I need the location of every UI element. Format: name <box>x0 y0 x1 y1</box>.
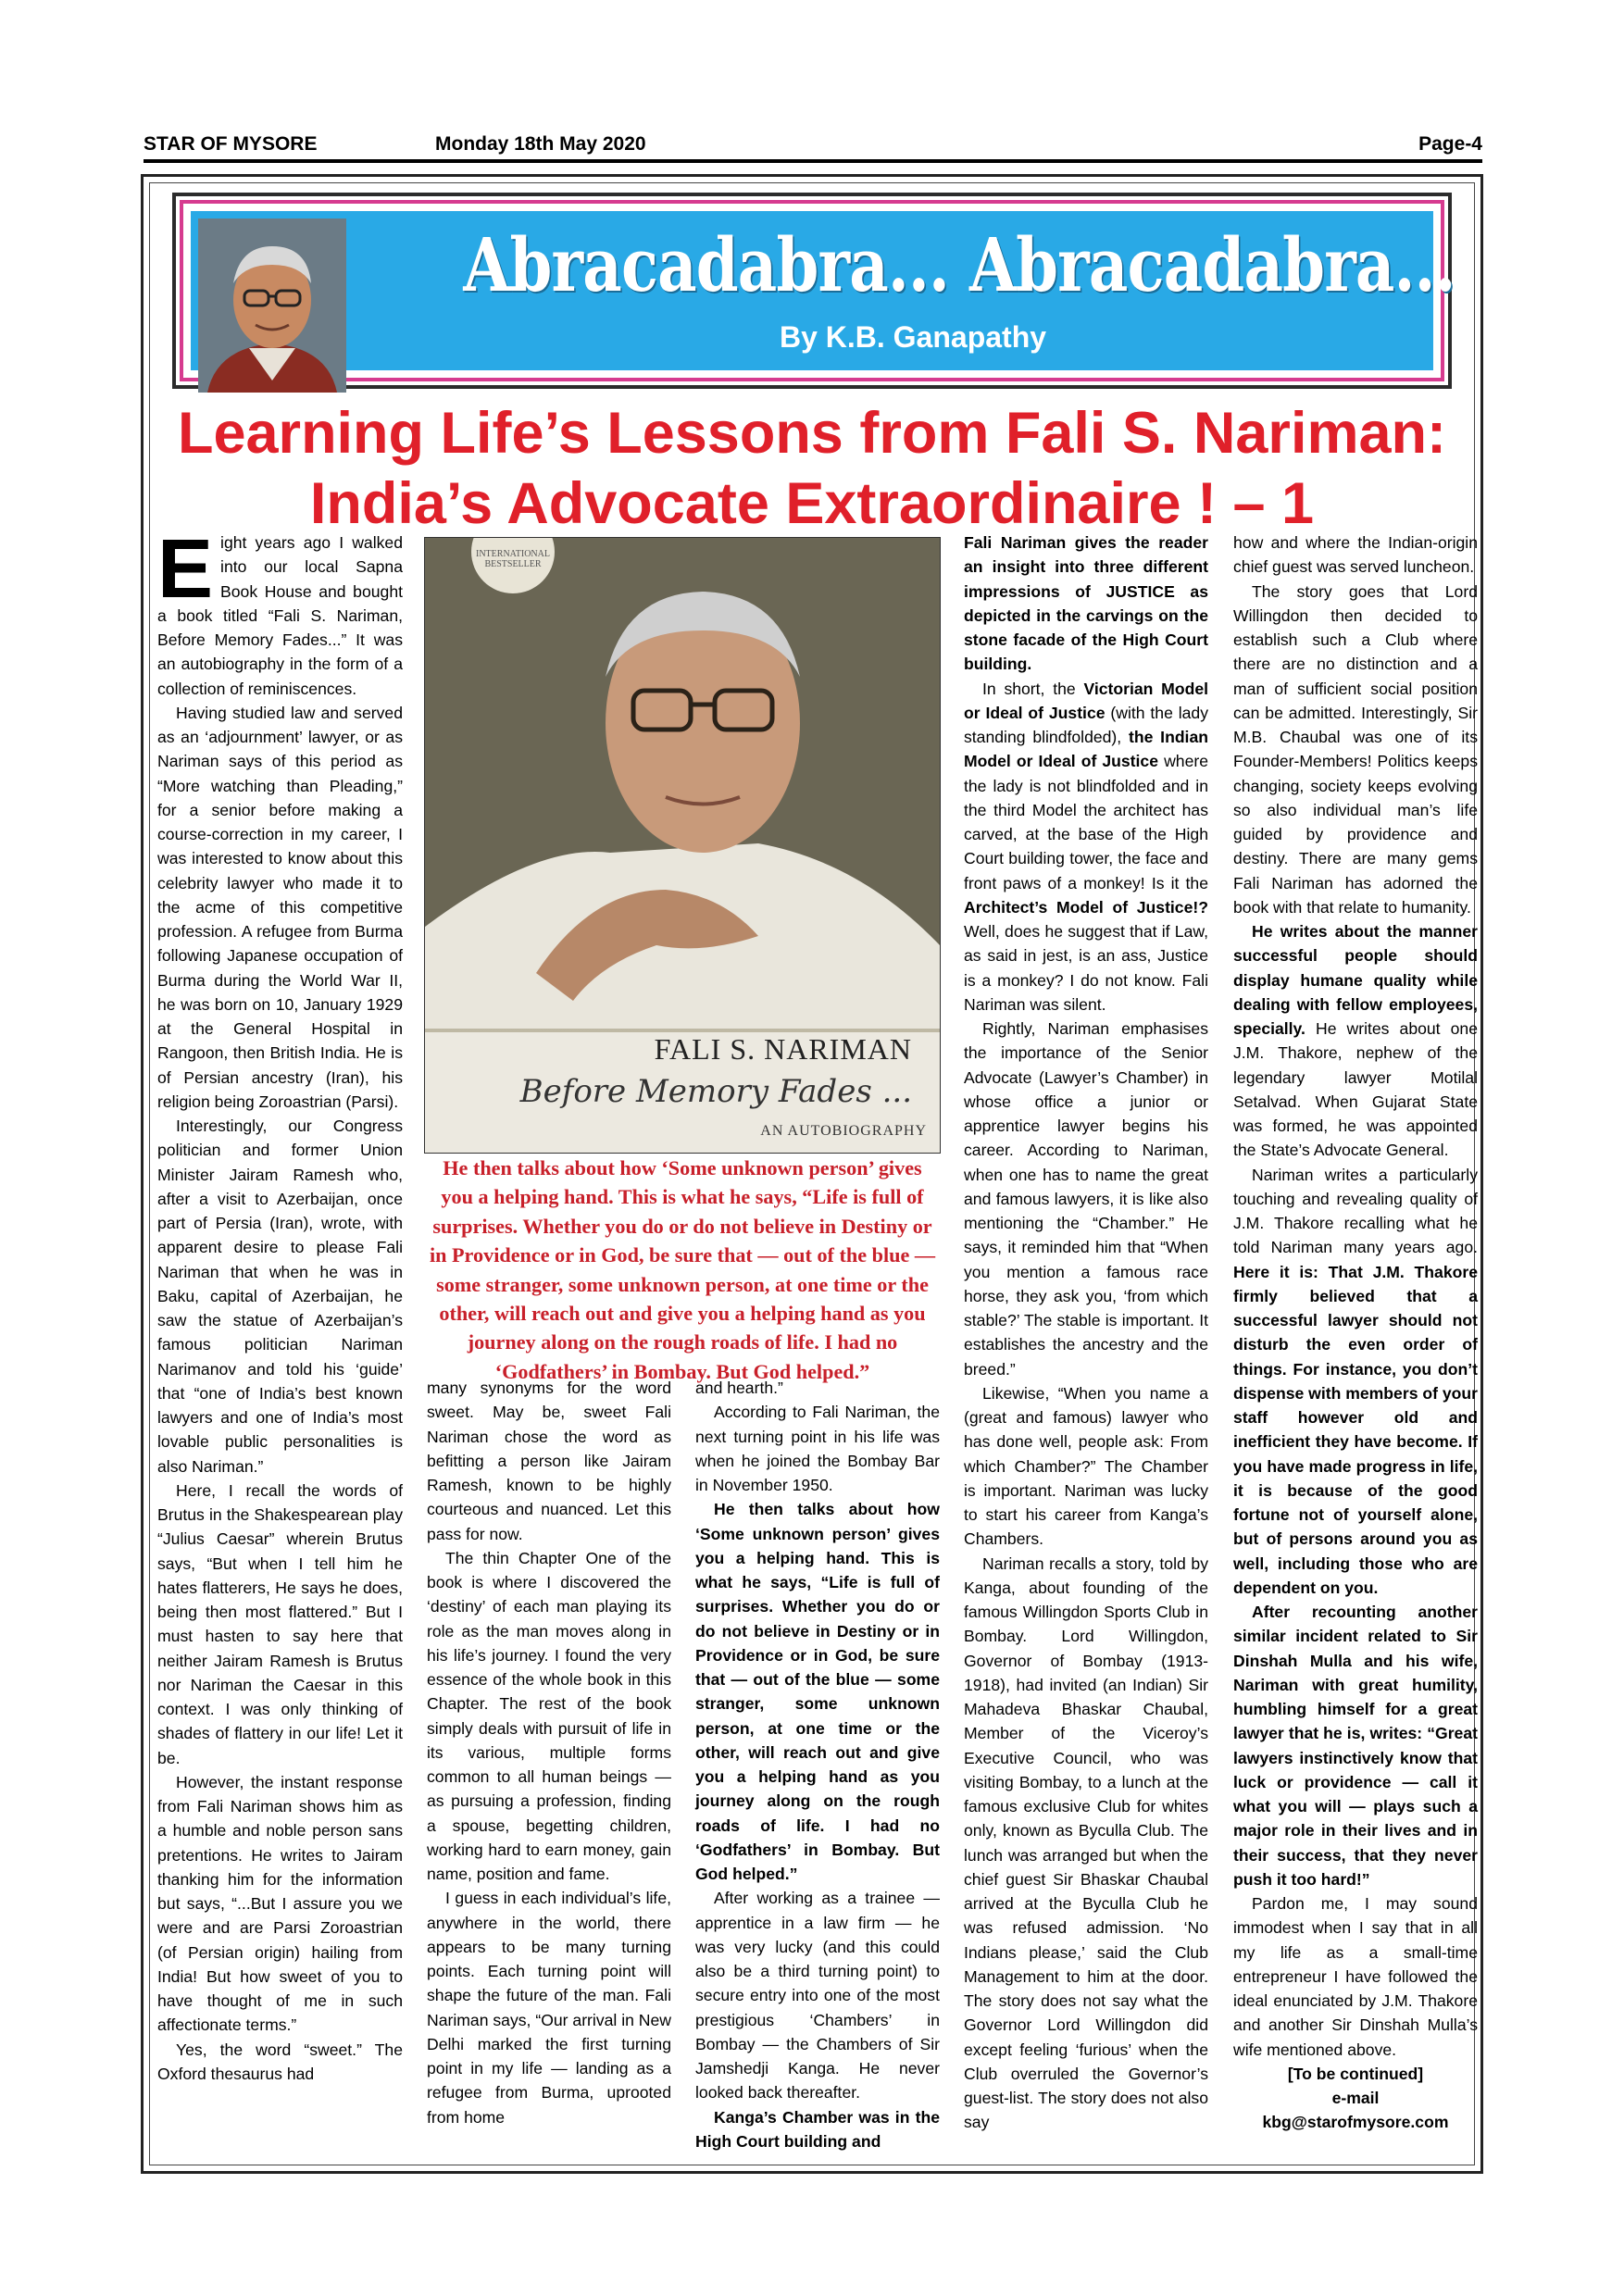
drop-cap: E <box>157 523 214 616</box>
paragraph: Likewise, “When you name a (great and famous) lawyer who has done well, people ask: From which Chamber?” The Chamber is important. Nariman was lucky to start his career from Kanga’s Chambers. <box>964 1383 1208 1549</box>
paragraph: Having studied law and served as an ‘adjournment’ lawyer, or as Nariman says of this period as “More watching than Pleading,” for a senior before making a course-correction in my career, I was interested to know about this celebrity lawyer who made it to the acme of this competitive profession. A refugee from Burma following Japanese occupation of Burma during the World War II, he was born on 10, January 1929 at the General Hospital in Rangoon, then British India. He is of Persian ancestry (Iran), his religion being Zoroastrian (Parsi). <box>157 703 403 1111</box>
book-title: Before Memory Fades ... <box>519 1073 912 1110</box>
paragraph: The thin Chapter One of the book is where I discovered the ‘destiny’ of each man playing its role as the man moves along in his life’s journey. I found the very essence of the whole book in this Chapter. The rest of the book simply deals with pursuit of life in its various, multiple forms common to all human beings — as pursuing a profession, finding a spouse, begetting children, working hard to earn money, gain name, position and fame. <box>427 1548 671 1883</box>
column-masthead <box>172 193 1455 389</box>
columnist-portrait <box>198 218 346 393</box>
paragraph-bold: He then talks about how ‘Some unknown person’ gives you a helping hand. This is what he says, “Life is full of surprises. Whether you do or do not believe in Destiny or in Providence or in God, be sure that — out of the blue — some stranger, some unknown person, at one time or the other, will reach out and give you a helping hand as you journey along on the rough roads of life. I had no ‘Godfathers’ in Bombay. But God helped.” <box>695 1500 940 1883</box>
paragraph: Yes, the word “sweet.” The Oxford thesaurus had <box>157 2040 403 2083</box>
paragraph: In short, the Victorian Model or Ideal of Justice (with the lady standing blindfolded), the Indian Model or Ideal of Justice where the lady is not blindfolded and in the third Model the architect has carved, at the base of the High Court building tower, the face and front paws of a monkey! Is it the Architect’s Model of Justice!? Well, does he suggest that if Law, as said in jest, is an ass, Justice is a monkey? I do not know. Fali Nariman was silent. <box>964 679 1209 1014</box>
byline: By K.B. Ganapathy <box>779 320 1047 354</box>
article-column-1 <box>157 523 403 2086</box>
book-cover-image <box>424 537 941 1154</box>
paragraph: ight years ago I walked into our local Sapna Book House and bought a book titled “Fali S. Nariman, Before Memory Fades...” It was an autobiography in the form of a collection of reminiscences. <box>157 533 403 698</box>
paragraph: how and where the Indian-origin chief guest was served luncheon. <box>1233 533 1478 577</box>
paragraph: However, the instant response from Fali Nariman shows him as a humble and noble person sans pretentions. He writes to Jairam thanking him for the information but says, “...But I assure you we were and are Parsi Zoroastrian (of Persian origin) hailing from India! But how sweet of you to have thought of me in such affectionate terms.” <box>157 1772 403 2035</box>
article-column-2 <box>427 1376 671 2129</box>
headline-line-2: India’s Advocate Extraordinaire ! – 1 <box>309 471 1315 536</box>
continued-note: [To be continued] <box>1287 2064 1424 2083</box>
article-column-3 <box>695 1376 940 2153</box>
book-author: FALI S. NARIMAN <box>654 1032 912 1066</box>
article-headline <box>148 398 1476 539</box>
paragraph-bold: Kanga’s Chamber was in the High Court building and <box>695 2107 940 2151</box>
paragraph: After working as a trainee — apprentice in a law firm — he was very lucky (and this could also be a third turning point) to secure entry into one of the most prestigious ‘Chambers’ in Bombay — the Chambers of Sir Jamshedji Kanga. He never looked back thereafter. <box>695 1889 940 2103</box>
paragraph: many synonyms for the word sweet. May be, sweet Fali Nariman chose the word as befitting a person like Jairam Ramesh, known to be highly courteous and nuanced. Let this pass for now. <box>427 1379 671 1543</box>
paragraph-bold: Fali Nariman gives the reader an insight into three different impressions of JUSTICE as depicted in the carvings on the stone facade of the High Court building. <box>964 533 1208 674</box>
paragraph: I guess in each individual’s life, anywhere in the world, there appears to be many turning points. Each turning point will shape the future of the man. Fali Nariman says, “Our arrival in New Delhi marked the first turning point in my life — landing as a refugee from Burma, uprooted from home <box>427 1889 671 2127</box>
paragraph: Pardon me, I may sound immodest when I say that in all my life as a small-time entrepreneur I have followed the ideal enunciated by J.M. Thakore and another Sir Dinshah Mulla’s wife mentioned above. <box>1233 1894 1478 2059</box>
paragraph: and hearth.” <box>695 1379 783 1397</box>
paragraph: He writes about the manner successful people should display humane quality while dealing with fellow employees, specially. He writes about one J.M. Thakore, nephew of the legendary lawyer Motilal Setalvad. When Gujarat State was formed, he was appointed the State’s Advocate General. <box>1233 922 1478 1160</box>
article-column-4 <box>964 530 1208 2135</box>
headline-line-1: Learning Life’s Lessons from Fali S. Nariman: <box>178 401 1446 466</box>
publication-name: STAR OF MYSORE <box>144 133 318 155</box>
page-number: Page-4 <box>1418 133 1482 155</box>
column-title: Abracadabra... Abracadabra... <box>463 221 1455 308</box>
header-rule <box>144 159 1482 163</box>
article-column-5 <box>1233 530 1478 2135</box>
paragraph: Interestingly, our Congress politician and former Union Minister Jairam Ramesh who, after a visit to Azerbaijan, once part of Persia (Iran), wrote, with apparent desire to please Fali Nariman that when he was in Baku, capital of Azerbaijan, he saw the statue of Azerbaijan’s famous politician Nariman Narimanov and told his ‘guide’ that “one of India’s best known lawyers and one of India’s most lovable public personalities is also Nariman.” <box>157 1117 403 1476</box>
running-header <box>144 130 1482 161</box>
paragraph-bold: After recounting another similar incident related to Sir Dinshah Mulla and his wife, Nariman with great humility, humbling himself for a great lawyer that he is, writes: “Great lawyers instinctively know that luck or providence — call it what you will — plays such a major role in their lives and in their success, that they never push it too hard!” <box>1233 1603 1478 1889</box>
paragraph: Nariman writes a particularly touching and revealing quality of J.M. Thakore recalling what he told Nariman many years ago. Here it is: That J.M. Thakore firmly believed that a successful lawyer should not disturb the even order of things. For instance, you don’t dispense with members of your staff however old and inefficient they have become. If you have made progress in life, it is because of the good fortune not of yourself alone, but of persons around you as well, including those who are dependent on you. <box>1233 1165 1478 1597</box>
issue-date: Monday 18th May 2020 <box>435 133 646 155</box>
author-email[interactable]: kbg@starofmysore.com <box>1262 2113 1449 2132</box>
paragraph: According to Fali Nariman, the next turning point in his life was when he joined the Bombay Bar in November 1950. <box>695 1403 940 1494</box>
pull-quote: He then talks about how ‘Some unknown person’ gives you a helping hand. This is what he says, “Life is full of surprises. Whether you do or do not believe in Destiny or in Providence or in God, be sure that — out of the blue — some stranger, some unknown person, at one time or the other, will reach out and give you a helping hand as you journey along on the rough roads of life. I had no ‘Godfathers’ in Bombay. But God helped.” <box>429 1156 936 1383</box>
paragraph: The story goes that Lord Willingdon then decided to establish such a Club where there are no distinction and a man of sufficient social position can be admitted. Interestingly, Sir M.B. Chaubal was one of its Founder-Members! Politics keeps changing, society keeps evolving so also individual man’s life guided by providence and destiny. There are many gems Fali Nariman has adorned the book with that relate to humanity. <box>1233 581 1478 917</box>
email-label: e-mail <box>1331 2089 1380 2107</box>
book-subtitle: AN AUTOBIOGRAPHY <box>760 1123 927 1139</box>
paragraph: Here, I recall the words of Brutus in the Shakespearean play “Julius Caesar” wherein Brutus says, “But when I tell him he hates flatterers, He says he does, being then most flattered.” But I must hasten to say here that neither Jairam Ramesh is Brutus nor Nariman the Caesar in this context. I was only thinking of shades of flattery in our life! Let it be. <box>157 1480 403 1767</box>
paragraph: Nariman recalls a story, told by Kanga, about founding of the famous Willingdon Sports Club in Bombay. Lord Willingdon, Governor of Bombay (1913-1918), had invited (an Indian) Sir Mahadeva Bhaskar Chaubal, Member of the Viceroy’s Executive Council, who was visiting Bombay, to a lunch at the famous exclusive Club for whites only, known as Byculla Club. The lunch was arranged but when the chief guest Sir Bhaskar Chaubal arrived at the Byculla Club he was refused admission. ‘No Indians please,’ said the Club Management to him at the door. The story does not say what the Governor Lord Willingdon did except feeling ‘furious’ when the Club overruled the Governor’s guest-list. The story does not also say <box>964 1554 1208 2132</box>
bestseller-badge: INTERNATIONAL BESTSELLER <box>471 537 555 593</box>
paragraph: Rightly, Nariman emphasises the importance of the Senior Advocate (Lawyer’s Chamber) in whose office a junior or apprentice lawyer begins his career. According to Nariman, when one has to name the great and famous lawyers, it is like also mentioning the “Chamber.” He says, it reminded him that “When you mention a famous race horse, they ask you, ‘from which stable?’ The stable is important. It establishes the ancestry and the breed.” <box>964 1019 1208 1379</box>
